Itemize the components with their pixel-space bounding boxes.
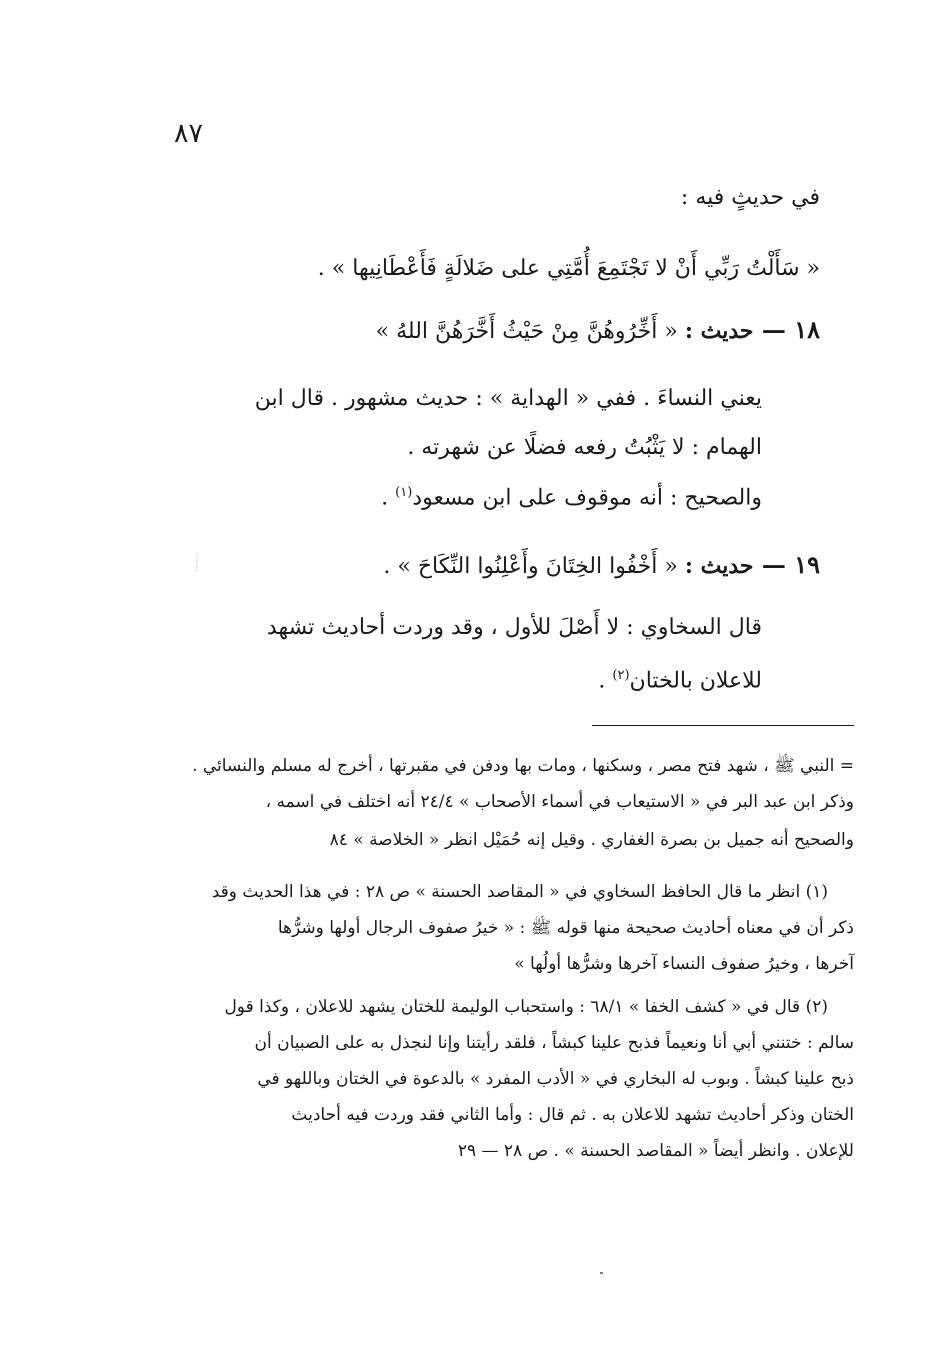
hadith-19-heading bbox=[383, 550, 820, 579]
commentary-text-end: . bbox=[598, 668, 613, 694]
hadith-18-heading bbox=[375, 315, 820, 344]
hadith-number: ١٨ — bbox=[753, 315, 820, 344]
footnote-2-line-5: للإعلان . وانظر أيضاً « المقاصد الحسنة » . ص ٢٨ — ٢٩ bbox=[457, 1141, 854, 1161]
hadith-number: ١٩ — bbox=[753, 550, 820, 579]
footnote-1-line-2: ذكر أن في معناه أحاديث صحيحة منها قوله ﷺ : « خيرُ صفوف الرجال أولها وشرُّها bbox=[277, 918, 854, 938]
footnote-2-line-4: الختان وذكر أحاديث تشهد للاعلان به . ثم قال : وأما الثاني فقد وردت فيه أحاديث bbox=[291, 1105, 854, 1125]
margin-mark: ⋮ ⋮ bbox=[192, 552, 202, 573]
footnote-1-line-1: (١) انظر ما قال الحافظ السخاوي في « المقاصد الحسنة » ص ٢٨ : في هذا الحديث وقد bbox=[211, 882, 828, 902]
footnote-ref-2: (٢) bbox=[612, 668, 630, 683]
hadith-keyword: حديث : bbox=[684, 553, 754, 579]
commentary-text: للاعلان بالختان bbox=[629, 668, 762, 694]
footnote-continued-line-1: = النبي ﷺ ، شهد فتح مصر ، وسكنها ، ومات بها ودفن في مقبرتها ، أخرج له مسلم والنسائي . bbox=[192, 756, 854, 776]
page-speck bbox=[600, 1272, 603, 1274]
commentary-19-line-2 bbox=[598, 669, 762, 692]
commentary-19-line-1: قال السخاوي : لا أَصْلَ للأول ، وقد وردت أحاديث تشهد bbox=[266, 615, 762, 640]
commentary-18-line-3 bbox=[381, 486, 762, 509]
footnote-continued-line-3: والصحيح أنه جميل بن بصرة الغفاري . وقيل إنه حُمَيْل انظر « الخلاصة » ٨٤ bbox=[329, 830, 854, 850]
intro-line: في حديثٍ فيه : bbox=[680, 185, 820, 210]
hadith-quote: « أَخِّرُوهُنَّ مِنْ حَيْثُ أَخَّرَهُنَّ اللهُ » bbox=[375, 319, 685, 344]
footnote-separator bbox=[592, 725, 854, 726]
commentary-text-end: . bbox=[381, 485, 396, 511]
footnote-2-line-3: ذبح علينا كبشاً . وبوب له البخاري في « الأدب المفرد » بالدعوة في الختان وباللهو في bbox=[257, 1069, 854, 1089]
footnote-2-line-1: (٢) قال في « كشف الخفا » ٦٨/١ : واستحباب الوليمة للختان يشهد للاعلان ، وكذا قول bbox=[224, 997, 828, 1017]
hadith-quote: « أَخْفُوا الخِتَانَ وأَعْلِنُوا النِّكَاحَ » . bbox=[383, 554, 685, 579]
commentary-text: والصحيح : أنه موقوف على ابن مسعود bbox=[412, 485, 762, 511]
footnote-1-line-3: آخرها ، وخيرُ صفوف النساء آخرها وشرُّها أولُها » bbox=[514, 954, 854, 974]
hadith-keyword: حديث : bbox=[684, 318, 754, 344]
commentary-18-line-2: الهمام : لا يَثْبُتُ رفعه فضلًا عن شهرته . bbox=[407, 435, 762, 460]
page-number: ٨٧ bbox=[174, 118, 204, 149]
hadith-17-quote: « سَأَلْتُ رَبِّي أَنْ لا تَجْتَمِعَ أُمَّتِي على ضَلالَةٍ فَأَعْطَانِيها » . bbox=[317, 256, 820, 281]
footnote-2-line-2: سالم : ختنني أبي أنا ونعيماً فذبح علينا كبشاً ، فلقد رأيتنا وإنا لنجذل به على الصبيان أن bbox=[254, 1033, 854, 1053]
footnote-ref-1: (١) bbox=[395, 485, 413, 500]
footnote-continued-line-2: وذكر ابن عبد البر في « الاستيعاب في أسماء الأصحاب » ٢٤/٤ أنه اختلف في اسمه ، bbox=[265, 792, 854, 812]
commentary-18-line-1: يعني النساءَ . ففي « الهداية » : حديث مشهور . قال ابن bbox=[254, 386, 762, 411]
